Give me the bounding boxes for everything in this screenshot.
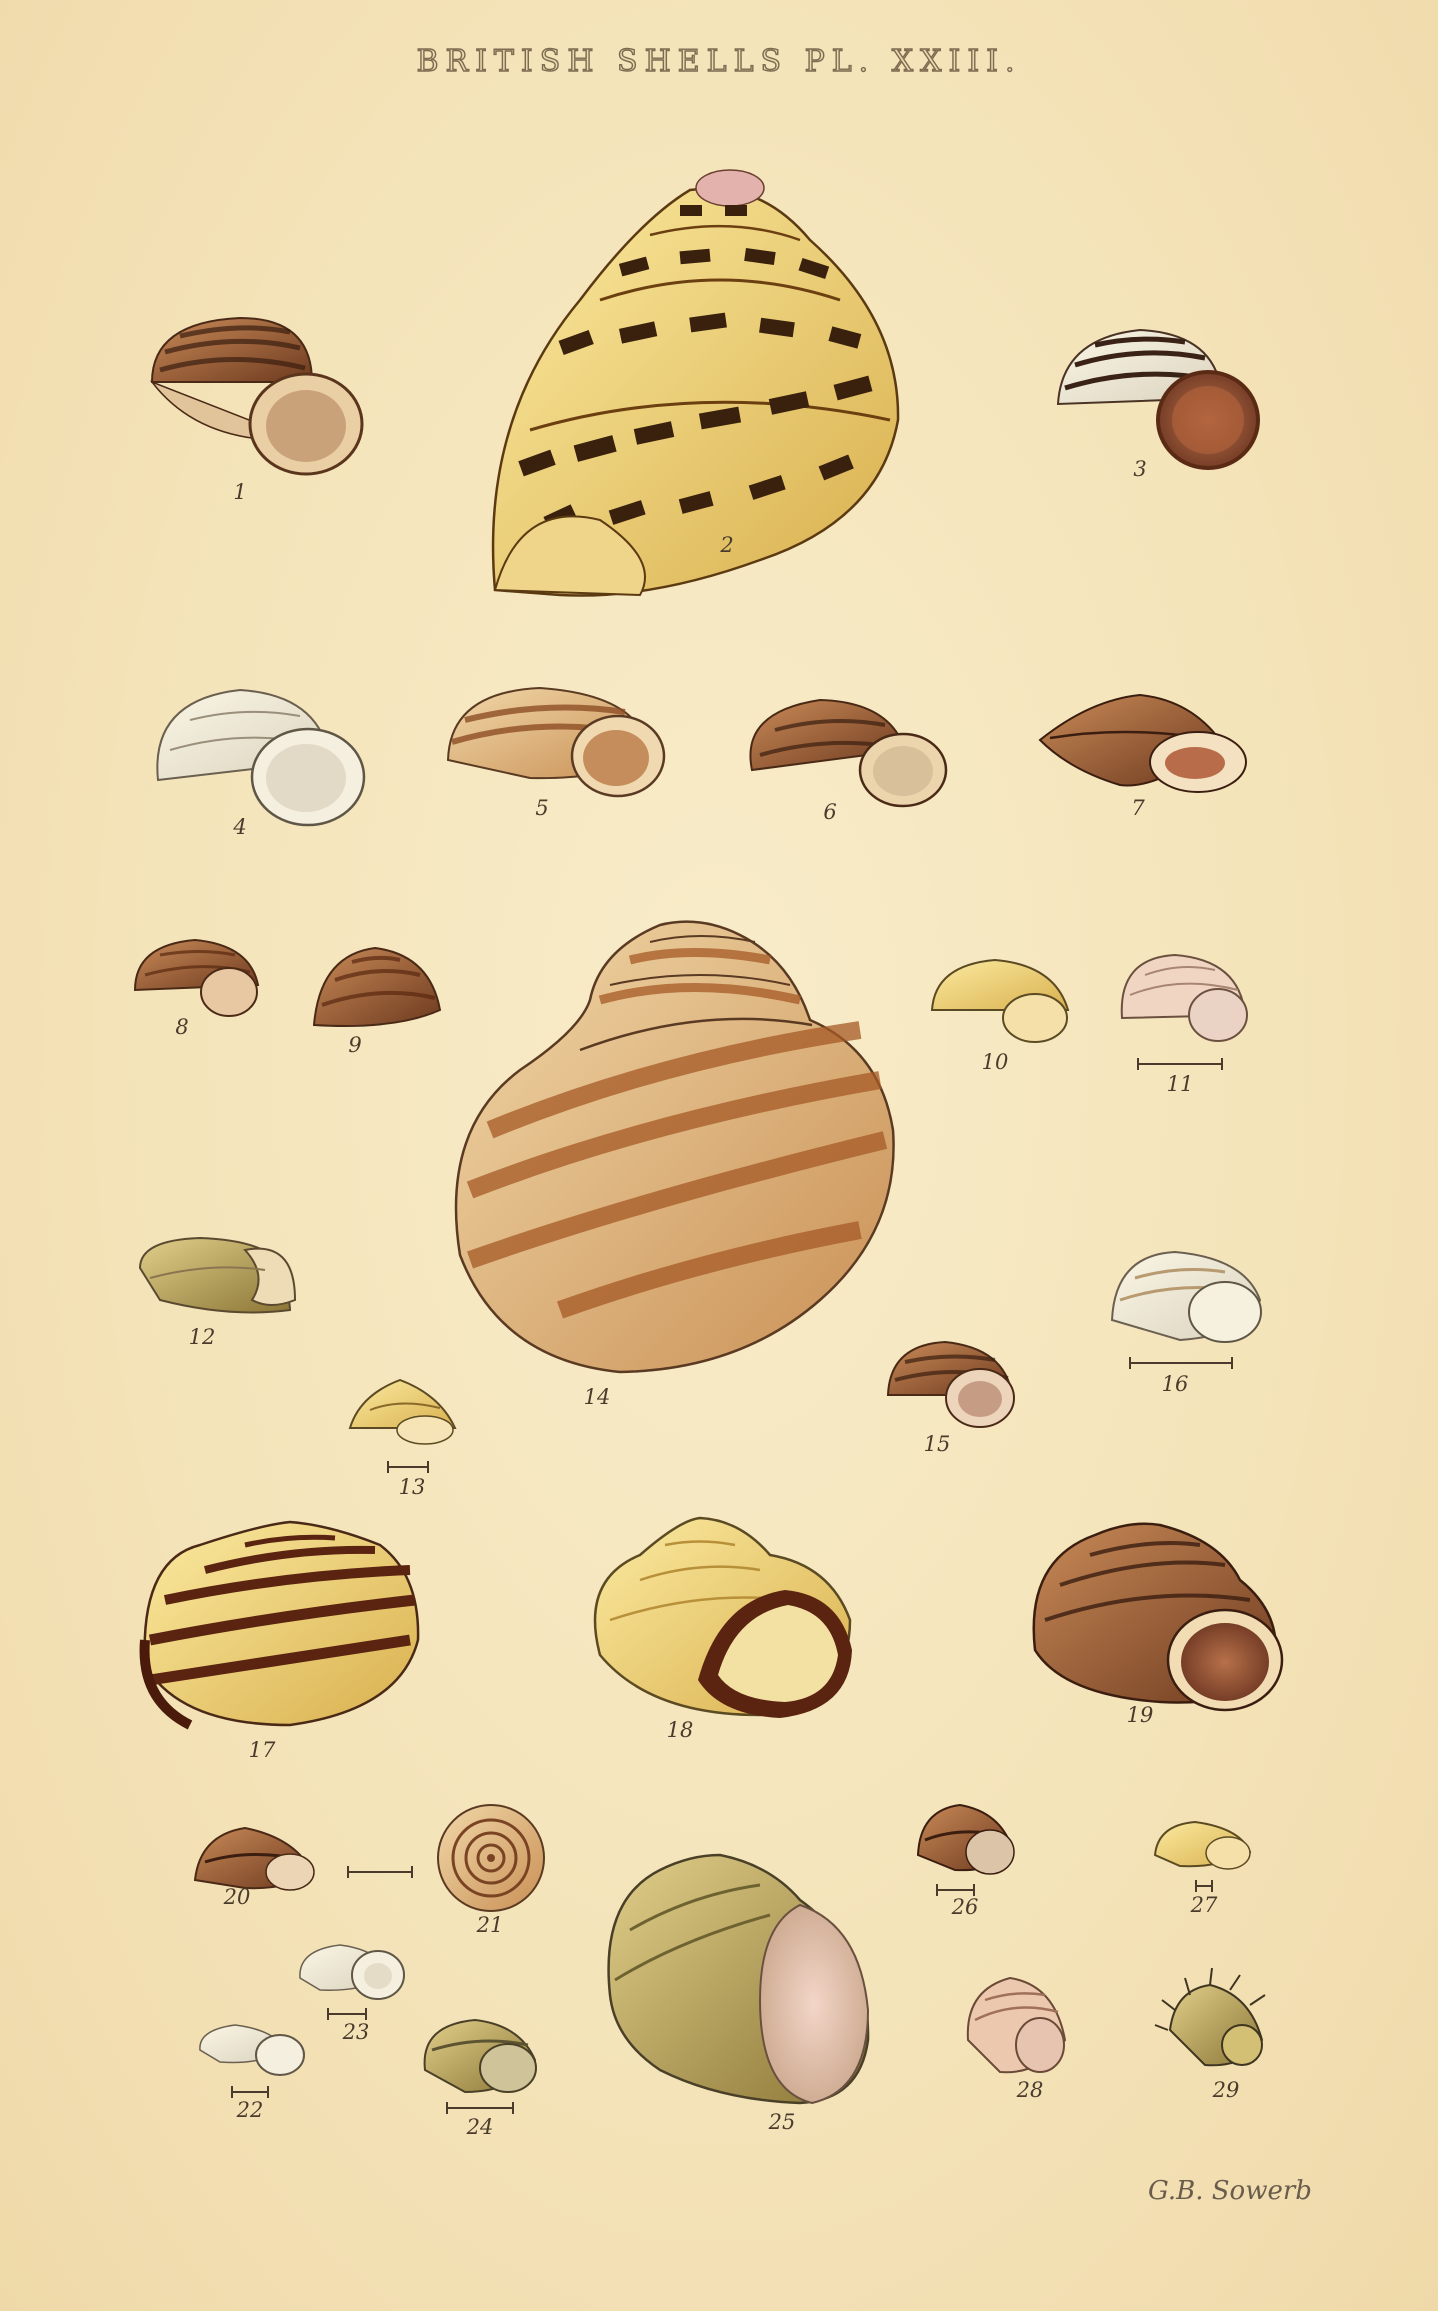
shell-21 [438,1805,544,1911]
figure-number: 5 [535,796,549,820]
shell-4 [157,690,364,825]
shell-5 [448,688,664,796]
shell-22 [200,2025,304,2098]
figure-number: 22 [236,2098,264,2122]
figure-number: 19 [1126,1703,1154,1727]
figure-number: 28 [1016,2078,1044,2102]
shell-27 [1155,1822,1250,1892]
shell-14 [456,922,894,1372]
shell-18 [595,1518,852,1718]
figure-number: 9 [348,1033,362,1057]
figure-number: 6 [823,800,837,824]
figure-number: 11 [1166,1072,1194,1096]
shell-10 [932,960,1068,1042]
figure-number: 14 [583,1385,611,1409]
shell-15 [888,1342,1014,1427]
engraver-signature: G.B. Sowerb [1148,2176,1312,2206]
figure-number: 29 [1212,2078,1240,2102]
shell-26 [918,1805,1014,1896]
figure-number: 21 [476,1913,504,1937]
figure-number: 2 [720,533,734,557]
shell-3 [1058,330,1258,468]
figure-number: 1 [233,480,247,504]
shell-29 [1155,1968,1265,2065]
shell-19 [1034,1524,1282,1710]
figure-number: 25 [768,2110,796,2134]
shell-12 [140,1238,295,1312]
shell-16 [1112,1252,1261,1369]
shell-24 [425,2020,536,2114]
shell-23 [300,1945,404,2020]
figure-number: 3 [1133,457,1147,481]
shell-1 [152,318,362,474]
figure-number: 17 [248,1738,276,1762]
figure-number: 23 [342,2020,370,2044]
figure-number: 27 [1190,1893,1218,1917]
figure-number: 12 [188,1325,216,1349]
figure-number: 26 [951,1895,979,1919]
figure-number: 10 [981,1050,1009,1074]
shell-25 [609,1855,868,2103]
shell-11 [1122,955,1247,1070]
figure-number: 15 [923,1432,951,1456]
figure-number: 16 [1161,1372,1189,1396]
figure-number: 13 [398,1475,426,1499]
figure-number: 24 [466,2115,494,2139]
shell-9 [314,948,440,1026]
shell-28 [968,1978,1065,2072]
figure-number: 7 [1131,796,1145,820]
shell-13 [350,1380,455,1473]
figure-number: 8 [175,1015,189,1039]
figure-number: 20 [223,1885,251,1909]
figure-number: 4 [233,815,247,839]
shell-7 [1040,695,1246,792]
plate-title: BRITISH SHELLS PL. XXIII. [416,44,1022,79]
shell-17 [145,1522,419,1725]
shell-6 [750,700,946,806]
shell-8 [135,940,258,1016]
figure-number: 18 [666,1718,694,1742]
shell-20 [195,1828,412,1890]
shell-2 [493,170,898,596]
